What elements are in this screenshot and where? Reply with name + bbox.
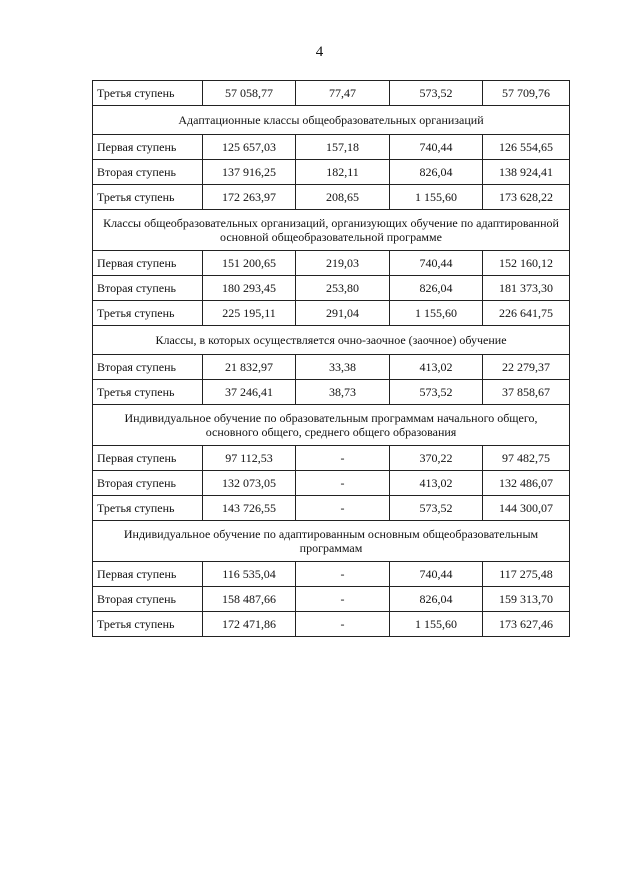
stage-label: Вторая ступень: [93, 160, 203, 185]
table-row: [93, 355, 570, 380]
value-cell-1: 97 112,53: [203, 446, 296, 471]
value-cell-4: 144 300,07: [483, 496, 570, 521]
value-cell-1: 57 058,77: [203, 81, 296, 106]
value-cell-1: 137 916,25: [203, 160, 296, 185]
value-cell-2: 77,47: [296, 81, 390, 106]
value-cell-4: 97 482,75: [483, 446, 570, 471]
value-cell-4: 22 279,37: [483, 355, 570, 380]
table-row: [93, 380, 570, 405]
value-cell-2: 38,73: [296, 380, 390, 405]
stage-label: Вторая ступень: [93, 276, 203, 301]
section-title: Индивидуальное обучение по адаптированным основным общеобразовательным программам: [93, 521, 570, 562]
value-cell-3: 370,22: [390, 446, 483, 471]
value-cell-1: 116 535,04: [203, 562, 296, 587]
section-title: Классы, в которых осуществляется очно-заочное (заочное) обучение: [93, 326, 570, 355]
value-cell-4: 173 627,46: [483, 612, 570, 637]
value-cell-3: 413,02: [390, 355, 483, 380]
value-cell-3: 573,52: [390, 380, 483, 405]
value-cell-1: 132 073,05: [203, 471, 296, 496]
stage-label: Первая ступень: [93, 446, 203, 471]
value-cell-1: 172 471,86: [203, 612, 296, 637]
value-cell-1: 21 832,97: [203, 355, 296, 380]
value-cell-1: 225 195,11: [203, 301, 296, 326]
stage-label: Третья ступень: [93, 81, 203, 106]
stage-label: Первая ступень: [93, 251, 203, 276]
stage-label: Вторая ступень: [93, 355, 203, 380]
stage-label: Третья ступень: [93, 185, 203, 210]
value-cell-3: 573,52: [390, 81, 483, 106]
value-cell-2: -: [296, 612, 390, 637]
value-cell-2: -: [296, 496, 390, 521]
value-cell-3: 826,04: [390, 276, 483, 301]
table-row: [93, 185, 570, 210]
value-cell-4: 117 275,48: [483, 562, 570, 587]
value-cell-2: -: [296, 587, 390, 612]
norms-table: [92, 80, 570, 637]
value-cell-3: 573,52: [390, 496, 483, 521]
table-row: [93, 301, 570, 326]
table-row: [93, 251, 570, 276]
value-cell-3: 1 155,60: [390, 185, 483, 210]
stage-label: Первая ступень: [93, 562, 203, 587]
value-cell-2: 253,80: [296, 276, 390, 301]
value-cell-1: 37 246,41: [203, 380, 296, 405]
value-cell-2: 208,65: [296, 185, 390, 210]
value-cell-1: 180 293,45: [203, 276, 296, 301]
value-cell-1: 172 263,97: [203, 185, 296, 210]
stage-label: Третья ступень: [93, 380, 203, 405]
value-cell-3: 740,44: [390, 562, 483, 587]
stage-label: Третья ступень: [93, 301, 203, 326]
value-cell-3: 826,04: [390, 160, 483, 185]
value-cell-4: 57 709,76: [483, 81, 570, 106]
value-cell-4: 152 160,12: [483, 251, 570, 276]
value-cell-2: 291,04: [296, 301, 390, 326]
value-cell-3: 1 155,60: [390, 612, 483, 637]
value-cell-3: 740,44: [390, 251, 483, 276]
value-cell-3: 826,04: [390, 587, 483, 612]
value-cell-2: -: [296, 562, 390, 587]
table-row: [93, 81, 570, 106]
table-row: [93, 496, 570, 521]
table-row: [93, 446, 570, 471]
table-row: [93, 471, 570, 496]
value-cell-4: 132 486,07: [483, 471, 570, 496]
value-cell-2: 182,11: [296, 160, 390, 185]
section-header-row: [93, 106, 570, 135]
table-row: [93, 562, 570, 587]
value-cell-1: 125 657,03: [203, 135, 296, 160]
section-title: Классы общеобразовательных организаций, организующих обучение по адаптированной основной общеобразовательной программе: [93, 210, 570, 251]
value-cell-2: -: [296, 446, 390, 471]
section-header-row: [93, 405, 570, 446]
section-title: Индивидуальное обучение по образовательным программам начального общего, основного общего, среднего общего образования: [93, 405, 570, 446]
value-cell-4: 37 858,67: [483, 380, 570, 405]
section-header-row: [93, 210, 570, 251]
value-cell-2: 157,18: [296, 135, 390, 160]
value-cell-4: 138 924,41: [483, 160, 570, 185]
table-body: [93, 81, 570, 637]
value-cell-2: 219,03: [296, 251, 390, 276]
section-header-row: [93, 521, 570, 562]
page-number: 4: [315, 44, 324, 60]
stage-label: Вторая ступень: [93, 471, 203, 496]
stage-label: Вторая ступень: [93, 587, 203, 612]
section-title: Адаптационные классы общеобразовательных организаций: [93, 106, 570, 135]
stage-label: Третья ступень: [93, 496, 203, 521]
value-cell-1: 158 487,66: [203, 587, 296, 612]
value-cell-3: 413,02: [390, 471, 483, 496]
value-cell-3: 1 155,60: [390, 301, 483, 326]
value-cell-4: 159 313,70: [483, 587, 570, 612]
table-row: [93, 612, 570, 637]
value-cell-1: 143 726,55: [203, 496, 296, 521]
value-cell-2: -: [296, 471, 390, 496]
section-header-row: [93, 326, 570, 355]
value-cell-4: 173 628,22: [483, 185, 570, 210]
value-cell-4: 226 641,75: [483, 301, 570, 326]
value-cell-1: 151 200,65: [203, 251, 296, 276]
value-cell-3: 740,44: [390, 135, 483, 160]
table-row: [93, 587, 570, 612]
stage-label: Первая ступень: [93, 135, 203, 160]
table-row: [93, 160, 570, 185]
table-row: [93, 135, 570, 160]
table-row: [93, 276, 570, 301]
value-cell-4: 126 554,65: [483, 135, 570, 160]
value-cell-4: 181 373,30: [483, 276, 570, 301]
value-cell-2: 33,38: [296, 355, 390, 380]
stage-label: Третья ступень: [93, 612, 203, 637]
